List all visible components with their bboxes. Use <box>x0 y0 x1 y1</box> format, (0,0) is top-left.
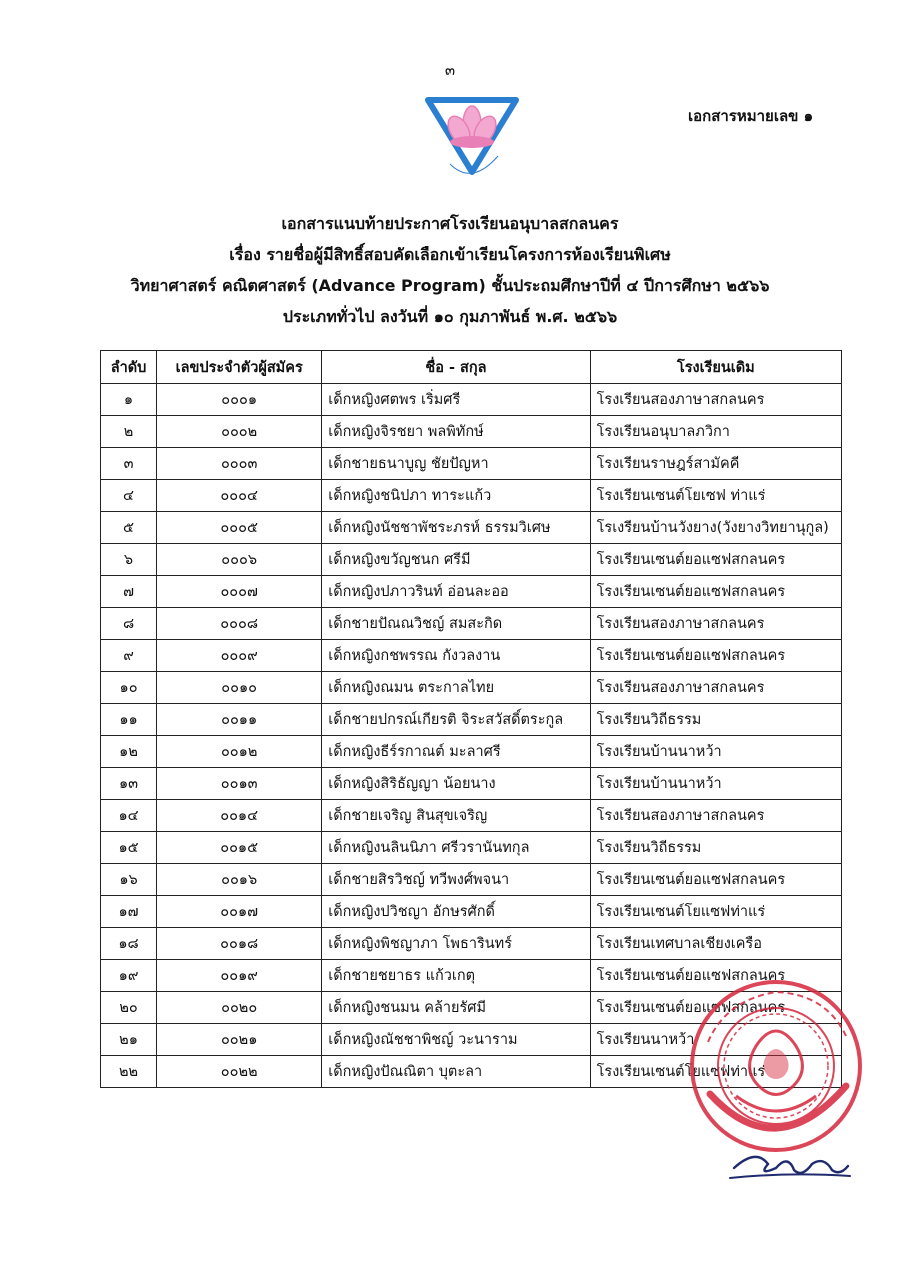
row-former-school: โรงเรียนบ้านนาหว้า <box>590 768 841 800</box>
row-name: เด็กชายธนาบูญ ชัยปัญหา <box>322 448 590 480</box>
table-row <box>101 608 842 640</box>
row-order: ๔ <box>101 480 157 512</box>
table-row <box>101 736 842 768</box>
table-row <box>101 768 842 800</box>
row-former-school: โรงเรียนวิถีธรรม <box>590 832 841 864</box>
row-name: เด็กชายเจริญ สินสุขเจริญ <box>322 800 590 832</box>
heading-line-1: เอกสารแนบท้ายประกาศโรงเรียนอนุบาลสกลนคร <box>281 214 619 233</box>
row-order: ๑๖ <box>101 864 157 896</box>
row-former-school: โรงเรียนสองภาษาสกลนคร <box>590 800 841 832</box>
row-name: เด็กหญิงจิรชยา พลพิทักษ์ <box>322 416 590 448</box>
table-header-row <box>101 351 842 384</box>
row-name: เด็กหญิงชนมน คล้ายรัศมี <box>322 992 590 1024</box>
row-applicant-id: ๐๐๒๑ <box>157 1024 322 1056</box>
row-name: เด็กชายชยาธร แก้วเกตุ <box>322 960 590 992</box>
header-order: ลำดับ <box>101 351 157 384</box>
row-applicant-id: ๐๐๑๕ <box>157 832 322 864</box>
table-row <box>101 928 842 960</box>
header-former-school: โรงเรียนเดิม <box>590 351 841 384</box>
table-row <box>101 864 842 896</box>
row-former-school: โรงเรียนราษฎร์สามัคคี <box>590 448 841 480</box>
row-order: ๑๕ <box>101 832 157 864</box>
row-name: เด็กหญิงปวิชญา อักษรศักดิ์ <box>322 896 590 928</box>
document-number: เอกสารหมายเลข ๑ <box>688 107 814 125</box>
row-name: เด็กหญิงศตพร เริ่มศรี <box>322 384 590 416</box>
heading-line-2: เรื่อง รายชื่อผู้มีสิทธิ์สอบคัดเลือกเข้าเรียนโครงการห้องเรียนพิเศษ <box>229 245 671 264</box>
table-row <box>101 448 842 480</box>
row-applicant-id: ๐๐๐๙ <box>157 640 322 672</box>
page-number: ๓ <box>444 61 456 79</box>
table-row <box>101 512 842 544</box>
row-name: เด็กชายปกรณ์เกียรติ จิระสวัสดิ์ตระกูล <box>322 704 590 736</box>
row-applicant-id: ๐๐๐๖ <box>157 544 322 576</box>
row-name: เด็กหญิงกชพรรณ กังวลงาน <box>322 640 590 672</box>
row-order: ๒๒ <box>101 1056 157 1088</box>
row-former-school: โรงเรียนเซนต์โยแซฟท่าแร่ <box>590 896 841 928</box>
table-row <box>101 416 842 448</box>
row-former-school: โรงเรียนสองภาษาสกลนคร <box>590 672 841 704</box>
table-row <box>101 576 842 608</box>
row-name: เด็กหญิงขวัญชนก ศรีมี <box>322 544 590 576</box>
row-applicant-id: ๐๐๑๘ <box>157 928 322 960</box>
row-order: ๑๗ <box>101 896 157 928</box>
row-former-school: โรเงรียนบ้านวังยาง(วังยางวิทยานุกูล) <box>590 512 841 544</box>
row-order: ๑๔ <box>101 800 157 832</box>
row-applicant-id: ๐๐๒๐ <box>157 992 322 1024</box>
row-applicant-id: ๐๐๑๗ <box>157 896 322 928</box>
table-row <box>101 384 842 416</box>
table-row <box>101 672 842 704</box>
row-former-school: โรงเรียนเซนต์ยอแซฟสกลนคร <box>590 960 841 992</box>
row-applicant-id: ๐๐๑๙ <box>157 960 322 992</box>
row-order: ๒๑ <box>101 1024 157 1056</box>
row-former-school: โรงเรียนเซนต์โยแซฟท่าแร่ <box>590 1056 841 1088</box>
heading-line-4: ประเภททั่วไป ลงวันที่ ๑๐ กุมภาพันธ์ พ.ศ. ๒๕๖๖ <box>282 307 618 326</box>
row-applicant-id: ๐๐๐๘ <box>157 608 322 640</box>
table-row <box>101 640 842 672</box>
row-former-school: โรงเรียนวิถีธรรม <box>590 704 841 736</box>
table-row <box>101 544 842 576</box>
row-name: เด็กหญิงณัชชาพิชญ์ วะนาราม <box>322 1024 590 1056</box>
row-applicant-id: ๐๐๐๗ <box>157 576 322 608</box>
row-order: ๑๘ <box>101 928 157 960</box>
row-applicant-id: ๐๐๐๒ <box>157 416 322 448</box>
row-name: เด็กหญิงนัชชาพัชระภรห์ ธรรมวิเศษ <box>322 512 590 544</box>
row-order: ๑๒ <box>101 736 157 768</box>
row-name: เด็กหญิงนลินนิภา ศรีวรานันทกุล <box>322 832 590 864</box>
table-row <box>101 896 842 928</box>
row-former-school: โรงเรียนเทศบาลเชียงเครือ <box>590 928 841 960</box>
row-former-school: โรงเรียนสองภาษาสกลนคร <box>590 384 841 416</box>
table-row <box>101 832 842 864</box>
row-name: เด็กหญิงณมน ตระกาลไทย <box>322 672 590 704</box>
row-former-school: โรงเรียนเซนต์ยอแซฟสกลนคร <box>590 864 841 896</box>
row-order: ๑๑ <box>101 704 157 736</box>
row-name: เด็กชายสิรวิชญ์ ทวีพงศ์พจนา <box>322 864 590 896</box>
table-row <box>101 480 842 512</box>
row-applicant-id: ๐๐๐๓ <box>157 448 322 480</box>
row-order: ๗ <box>101 576 157 608</box>
row-order: ๕ <box>101 512 157 544</box>
row-applicant-id: ๐๐๑๔ <box>157 800 322 832</box>
row-applicant-id: ๐๐๑๐ <box>157 672 322 704</box>
row-applicant-id: ๐๐๐๑ <box>157 384 322 416</box>
row-applicant-id: ๐๐๑๑ <box>157 704 322 736</box>
row-name: เด็กหญิงปภาวรินท์ อ่อนละออ <box>322 576 590 608</box>
header-applicant-id: เลขประจำตัวผู้สมัคร <box>157 351 322 384</box>
row-name: เด็กหญิงสิริธัญญา น้อยนาง <box>322 768 590 800</box>
row-former-school: โรงเรียนบ้านนาหว้า <box>590 736 841 768</box>
signature <box>728 1142 852 1184</box>
school-logo <box>422 94 522 184</box>
row-former-school: โรงเรียนเซนต์ยอแซฟสกลนคร <box>590 576 841 608</box>
row-former-school: โรงเรียนเซนต์โยเซฟ ท่าแร่ <box>590 480 841 512</box>
school-seal-stamp <box>686 976 866 1156</box>
row-applicant-id: ๐๐๑๒ <box>157 736 322 768</box>
row-order: ๑๐ <box>101 672 157 704</box>
row-order: ๑ <box>101 384 157 416</box>
row-order: ๓ <box>101 448 157 480</box>
row-order: ๘ <box>101 608 157 640</box>
row-order: ๑๓ <box>101 768 157 800</box>
row-former-school: โรงเรียนสองภาษาสกลนคร <box>590 608 841 640</box>
row-name: เด็กหญิงพิชญาภา โพธารินทร์ <box>322 928 590 960</box>
row-former-school: โรงเรียนเซนต์ยอแซฟสกลนคร <box>590 640 841 672</box>
row-applicant-id: ๐๐๐๕ <box>157 512 322 544</box>
row-name: เด็กหญิงปัณณิตา บุตะลา <box>322 1056 590 1088</box>
heading-line-3: วิทยาศาสตร์ คณิตศาสตร์ (Advance Program) ชั้นประถมศึกษาปีที่ ๔ ปีการศึกษา ๒๕๖๖ <box>130 276 770 295</box>
row-name: เด็กหญิงชนิปภา ทาระแก้ว <box>322 480 590 512</box>
table-row <box>101 704 842 736</box>
row-order: ๙ <box>101 640 157 672</box>
row-applicant-id: ๐๐๒๒ <box>157 1056 322 1088</box>
row-order: ๒๐ <box>101 992 157 1024</box>
table-row <box>101 800 842 832</box>
row-applicant-id: ๐๐๐๔ <box>157 480 322 512</box>
row-former-school: โรงเรียนเซนต์ยอแซฟสกลนคร <box>590 992 841 1024</box>
row-former-school: โรงเรียนนาหว้า <box>590 1024 841 1056</box>
row-order: ๖ <box>101 544 157 576</box>
row-applicant-id: ๐๐๑๓ <box>157 768 322 800</box>
document-heading <box>0 208 900 332</box>
row-name: เด็กหญิงธีร์รกาณต์ มะลาศรี <box>322 736 590 768</box>
row-former-school: โรงเรียนอนุบาลภวิกา <box>590 416 841 448</box>
row-order: ๑๙ <box>101 960 157 992</box>
row-name: เด็กชายปัณณวิชญ์ สมสะกิด <box>322 608 590 640</box>
header-name: ชื่อ - สกุล <box>322 351 590 384</box>
row-applicant-id: ๐๐๑๖ <box>157 864 322 896</box>
row-order: ๒ <box>101 416 157 448</box>
row-former-school: โรงเรียนเซนต์ยอแซฟสกลนคร <box>590 544 841 576</box>
